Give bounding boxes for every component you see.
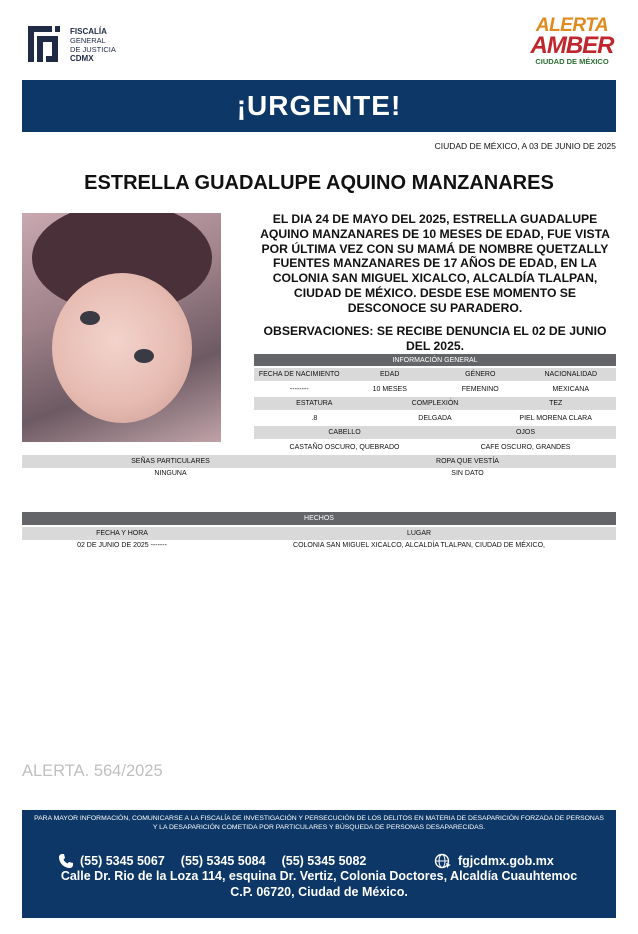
facts-section-title: HECHOS [304,515,334,522]
observations: OBSERVACIONES: SE RECIBE DENUNCIA EL 02 DE JUNIO DEL 2025. [263,324,607,353]
info-section-title: INFORMACIÓN GENERAL [392,356,478,364]
address-line-1: Calle Dr. Rio de la Loza 114, esquina Dr. Vertiz, Colonia Doctores, Alcaldía Cuauhtemoc [60,869,578,883]
fgj-wordmark [70,27,116,63]
info-header-row-3 [254,426,616,439]
urgent-banner: ¡URGENTE! [22,80,616,132]
person-photo [22,213,221,442]
info-value-row-3 [254,441,616,453]
footer [22,810,616,918]
website-link[interactable]: fgjcdmx.gob.mx [458,854,554,868]
info-value-row-4 [22,468,616,479]
header-marks: SEÑAS PARTICULARES [131,458,210,465]
amber-line2: AMBER [530,32,614,59]
info-header-row-1 [254,368,616,381]
phone-2[interactable]: (55) 5345 5084 [180,854,266,868]
alerta-amber-logo [528,16,616,74]
value-gender: FEMENINO [461,385,499,393]
info-header-row-2 [254,397,616,410]
header-datetime: FECHA Y HORA [96,530,148,537]
footer-info: PARA MAYOR INFORMACIÓN, COMUNICARSE A LA FISCALÍA DE INVESTIGACIÓN Y PERSECUCIÓN DE LOS DELITOS EN MATERIA DE DESAPARICIÓN FORZADA DE PERSONAS Y LA DESAPARICIÓN COMETIDA POR PARTICULARES Y BÚSQUEDA DE PERSONAS DESAPARECIDAS. [34,815,604,831]
header-build: COMPLEXIÓN [411,400,459,407]
org-line4: CDMX [70,54,94,63]
header-place: LUGAR [406,530,432,537]
facts-value-row [22,540,616,551]
value-hair: CASTAÑO OSCURO, QUEBRADO [289,443,400,451]
person-name: ESTRELLA GUADALUPE AQUINO MANZANARES [84,172,554,194]
value-skin: PIEL MORENA CLARA [519,414,592,422]
header-hair: CABELLO [328,429,361,436]
amber-line3: CIUDAD DE MÉXICO [535,57,609,66]
header-eyes: OJOS [515,429,536,436]
org-line3: DE JUSTICIA [70,45,116,54]
value-build: DELGADA [418,414,452,422]
date-line: CIUDAD DE MÉXICO, A 03 DE JUNIO DE 2025 [434,141,616,151]
amber-line1: ALERTA [535,15,609,36]
info-header-row-4 [22,455,616,468]
header-nationality: NACIONALIDAD [544,371,597,378]
value-marks: NINGUNA [154,470,187,477]
footer-website [434,853,554,869]
header-height: ESTATURA [296,400,333,407]
case-description: EL DIA 24 DE MAYO DEL 2025, ESTRELLA GUADALUPE AQUINO MANZANARES DE 10 MESES DE EDAD, FUE VISTA POR ÚLTIMA VEZ CON SU MAMÁ DE NOMBRE QUETZALLY FUENTES MANZANARES DE 17 AÑOS DE EDAD, EN LA COLONIA SAN MIGUEL XICALCO, ALCALDÍA TLALPAN, CIUDAD DE MÉXICO. DESDE ESE MOMENTO SE DESCONOCE SU PARADERO. [260,212,610,315]
value-nationality: MEXICANA [552,385,590,393]
info-section-header [254,354,616,366]
value-place: COLONIA SAN MIGUEL XICALCO, ALCALDÍA TLALPAN, CIUDAD DE MÉXICO, [293,542,545,549]
phone-icon [58,853,74,869]
value-birth: -------- [289,385,309,393]
footer-phones [58,853,382,869]
globe-icon [434,853,452,869]
fgj-emblem-icon [22,22,64,68]
alert-number: ALERTA. 564/2025 [22,762,163,780]
fgj-logo [22,20,132,70]
info-value-row-2 [254,412,616,424]
org-line1: FISCALÍA [70,27,107,36]
address-line-2: C.P. 06720, Ciudad de México. [230,885,408,899]
header-gender: GÉNERO [465,371,496,378]
footer-address [22,868,616,900]
header-age: EDAD [380,371,400,378]
facts-section-header [22,512,616,525]
info-value-row-1 [254,383,616,395]
header-skin: TEZ [549,400,563,407]
phone-1[interactable]: (55) 5345 5067 [80,854,165,868]
value-clothing: SIN DATO [451,470,484,477]
value-height: .8 [311,414,318,422]
header-birth: FECHA DE NACIMIENTO [258,371,340,378]
header-clothing: ROPA QUE VESTÍA [436,458,499,465]
phone-3[interactable]: (55) 5345 5082 [281,854,367,868]
value-age: 10 MESES [372,385,407,393]
org-line2: GENERAL [70,36,106,45]
facts-header-row [22,527,616,540]
value-datetime: 02 DE JUNIO DE 2025 ------- [77,542,167,549]
value-eyes: CAFE OSCURO, GRANDES [480,443,571,451]
